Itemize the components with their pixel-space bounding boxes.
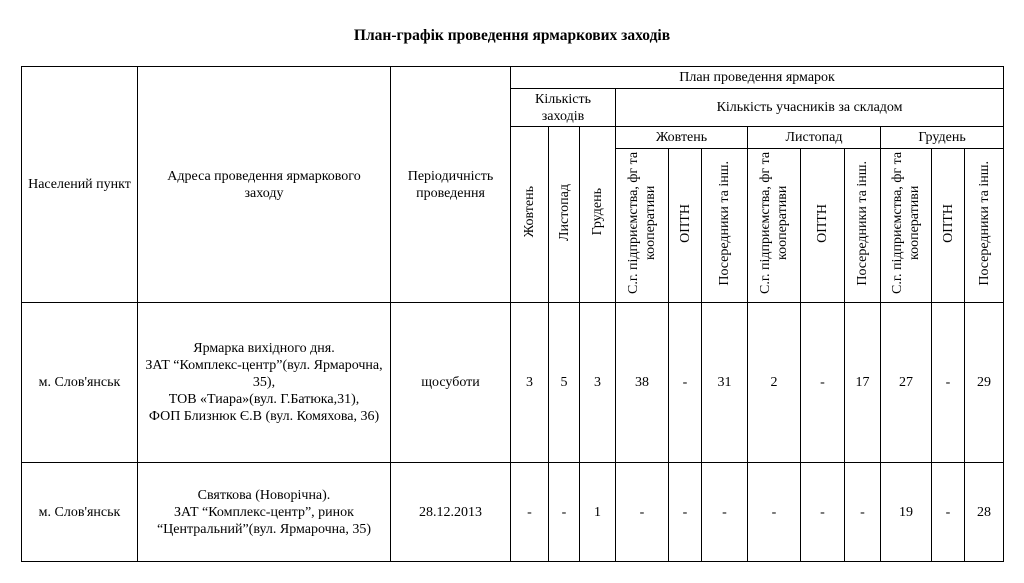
header-category: [748, 149, 801, 303]
header-month-november: Листопад: [748, 127, 881, 149]
header-category-label: ОПТН: [940, 203, 956, 243]
cell-events: -: [511, 463, 549, 562]
address-line: ЗАТ “Комплекс-центр”, ринок “Центральний”(вул. Ярмарочна, 35): [156, 504, 372, 537]
cell-participants: 29: [965, 303, 1004, 463]
cell-participants: 27: [881, 303, 932, 463]
header-month-december: Грудень: [881, 127, 1004, 149]
header-periodicity: Періодичність проведення: [391, 67, 511, 303]
header-category-label: Посередники та інш.: [717, 160, 732, 286]
cell-participants: 17: [845, 303, 881, 463]
address-line: ТОВ «Тиара»(вул. Г.Батюка,31),: [168, 392, 360, 407]
header-category-label: С.г. підприємства, фг та кооперативи: [890, 151, 922, 295]
header-settlement: Населений пункт: [22, 67, 138, 303]
table-row: [22, 303, 1004, 463]
header-address: Адреса проведення ярмаркового заходу: [138, 67, 391, 303]
header-events-month: [511, 127, 549, 303]
header-events-month: [580, 127, 616, 303]
address-line: Святкова (Новорічна).: [197, 487, 331, 503]
header-plan: План проведення ярмарок: [511, 67, 1004, 89]
cell-participants: -: [702, 463, 748, 562]
cell-participants: -: [801, 303, 845, 463]
cell-periodicity: щосуботи: [391, 303, 511, 463]
table-row: [22, 463, 1004, 562]
header-count-participants: Кількість учасників за складом: [616, 89, 1004, 127]
cell-participants: 31: [702, 303, 748, 463]
cell-settlement: м. Слов'янськ: [22, 303, 138, 463]
header-count-events: Кількість заходів: [511, 89, 616, 127]
header-category: [932, 149, 965, 303]
cell-participants: -: [932, 303, 965, 463]
header-category: [702, 149, 748, 303]
header-category-label: ОПТН: [677, 203, 693, 243]
header-events-month-label: Жовтень: [522, 186, 537, 238]
address-line: ЗАТ “Комплекс-центр”(вул. Ярмарочна, 35),: [145, 358, 383, 390]
header-events-month-label: Листопад: [556, 183, 572, 241]
header-category-label: Посередники та інш.: [855, 160, 870, 286]
page-title: План-графік проведення ярмаркових заходів: [353, 27, 671, 44]
cell-participants: 28: [965, 463, 1004, 562]
cell-participants: 38: [616, 303, 669, 463]
header-category: [616, 149, 669, 303]
cell-participants: -: [845, 463, 881, 562]
cell-address: [138, 303, 391, 463]
cell-events: 3: [511, 303, 549, 463]
address-line: ФОП Близнюк Є.В (вул. Комяхова, 36): [148, 409, 380, 424]
cell-participants: -: [932, 463, 965, 562]
address-line: Ярмарка вихідного дня.: [193, 341, 335, 356]
cell-settlement: м. Слов'янськ: [22, 463, 138, 562]
cell-participants: -: [748, 463, 801, 562]
cell-periodicity: 28.12.2013: [391, 463, 511, 562]
cell-events: -: [549, 463, 580, 562]
header-category-label: Посередники та інш.: [976, 160, 992, 286]
cell-events: 5: [549, 303, 580, 463]
cell-participants: -: [616, 463, 669, 562]
header-month-october: Жовтень: [616, 127, 748, 149]
fair-schedule-table: [21, 66, 1004, 562]
cell-participants: 2: [748, 303, 801, 463]
header-events-month: [549, 127, 580, 303]
header-category-label: С.г. підприємства, фг та кооперативи: [626, 151, 658, 295]
cell-participants: -: [801, 463, 845, 562]
header-category: [965, 149, 1004, 303]
cell-participants: -: [669, 463, 702, 562]
cell-events: 1: [580, 463, 616, 562]
header-category-label: С.г. підприємства, фг та кооперативи: [758, 151, 790, 295]
header-events-month-label: Грудень: [590, 188, 605, 236]
cell-events: 3: [580, 303, 616, 463]
header-category: [881, 149, 932, 303]
header-category: [801, 149, 845, 303]
cell-participants: -: [669, 303, 702, 463]
cell-participants: 19: [881, 463, 932, 562]
cell-address: [138, 463, 391, 562]
header-category-label: ОПТН: [815, 203, 830, 243]
header-category: [845, 149, 881, 303]
header-category: [669, 149, 702, 303]
